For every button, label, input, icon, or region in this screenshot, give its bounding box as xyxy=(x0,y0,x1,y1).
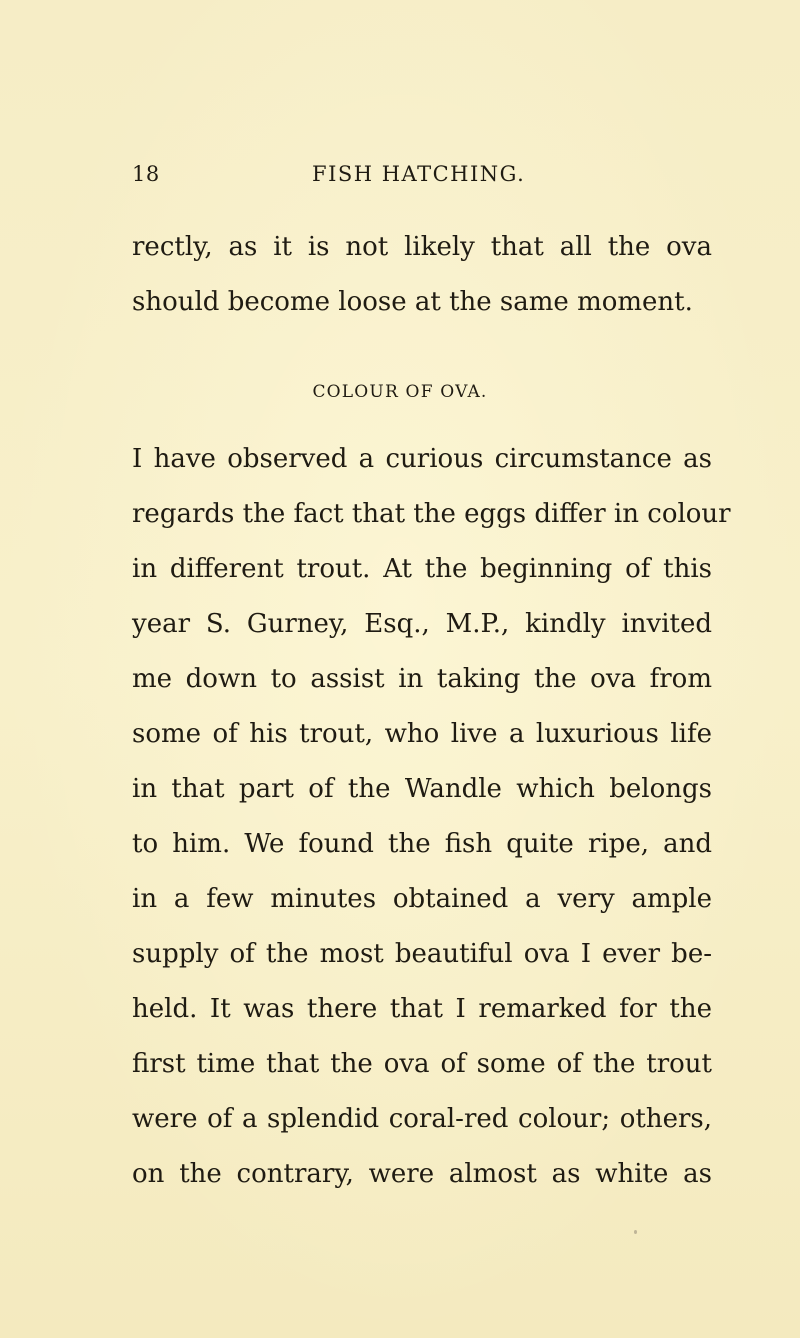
text-line: I have observed a curious circumstance as xyxy=(132,444,712,474)
text-line: to him. We found the fish quite ripe, and xyxy=(132,829,712,859)
text-line: on the contrary, were almost as white as xyxy=(132,1159,712,1189)
page-number: 18 xyxy=(132,162,160,186)
paragraph-body xyxy=(132,432,731,1202)
text-line: in a few minutes obtained a very ample xyxy=(132,884,712,914)
text-line: rectly, as it is not likely that all the ova xyxy=(132,232,712,262)
text-line: regards the fact that the eggs differ in colour xyxy=(132,499,731,529)
text-line: year S. Gurney, Esq., M.P., kindly invited xyxy=(132,609,712,639)
paper-speck xyxy=(634,1230,637,1234)
text-line: in different trout. At the beginning of this xyxy=(132,554,712,584)
paragraph-continuation xyxy=(132,220,712,330)
text-line: first time that the ova of some of the trout xyxy=(132,1049,712,1079)
text-line: should become loose at the same moment. xyxy=(132,287,693,317)
running-head: FISH HATCHING. xyxy=(312,162,526,186)
section-heading: COLOUR OF OVA. xyxy=(312,382,488,402)
text-line: in that part of the Wandle which belongs xyxy=(132,774,712,804)
page-header xyxy=(132,158,692,198)
text-line: me down to assist in taking the ova from xyxy=(132,664,712,694)
text-line: were of a splendid coral-red colour; others, xyxy=(132,1104,712,1134)
text-line: some of his trout, who live a luxurious life xyxy=(132,719,712,749)
text-line: supply of the most beautiful ova I ever be- xyxy=(132,939,712,969)
text-line: held. It was there that I remarked for the xyxy=(132,994,712,1024)
